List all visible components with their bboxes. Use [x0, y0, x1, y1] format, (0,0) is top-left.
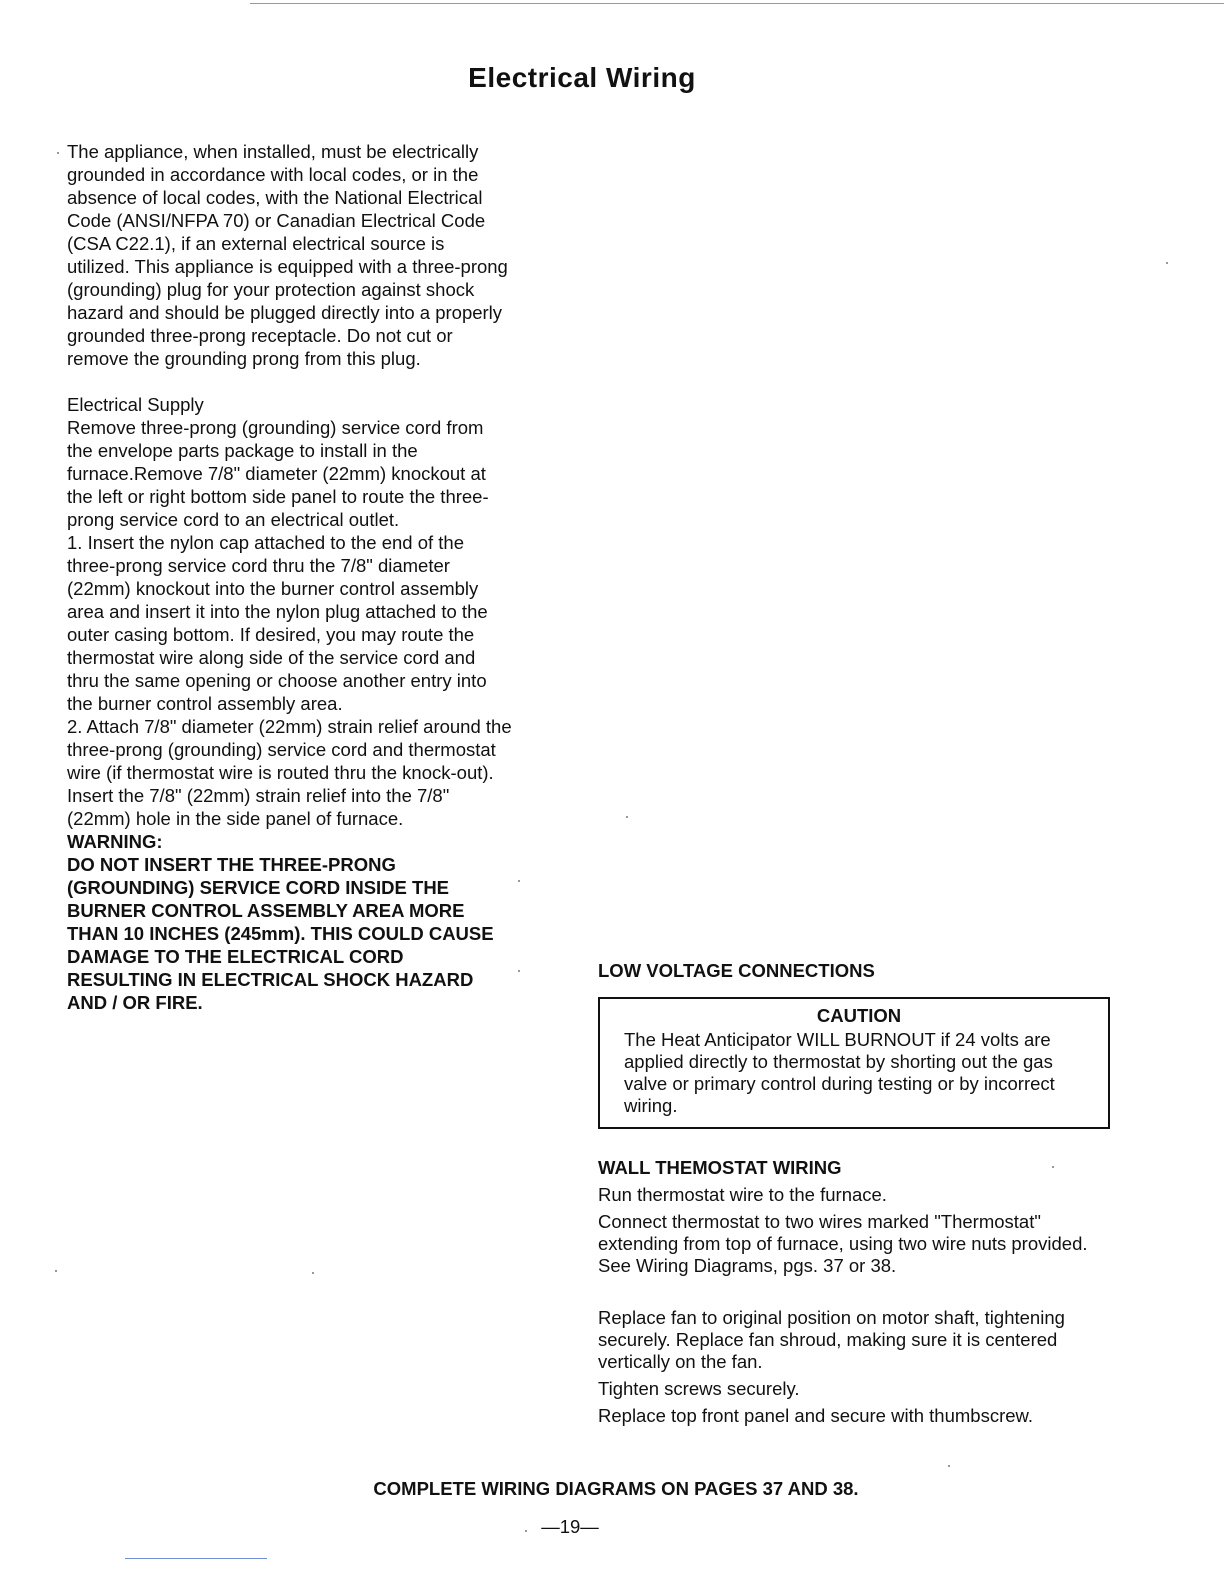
wall-step-run-wire: Run thermostat wire to the furnace. [598, 1184, 887, 1205]
scan-speck [312, 1272, 314, 1274]
scan-speck [626, 816, 628, 818]
wall-step-connect: Connect thermostat to two wires marked "Thermostat" extending from top of furnace, using two wire nuts provided. See Wiring Diagrams, pgs. 37 or 38. [598, 1211, 1088, 1276]
scan-speck [57, 152, 59, 154]
low-voltage-heading: LOW VOLTAGE CONNECTIONS [598, 960, 875, 981]
scan-speck [525, 1530, 527, 1532]
step-1-paragraph: 1. Insert the nylon cap attached to the end of the three-prong service cord thru the 7/8" diameter (22mm) knockout into the burner control assembly area and insert it into the nylon plug attached to the outer casing bottom. If desired, you may route the thermostat wire along side of the service cord and thru the same opening or choose another entry into the burner control assembly area. [67, 532, 488, 714]
step-2-paragraph: 2. Attach 7/8" diameter (22mm) strain relief around the three-prong (grounding) service cord and thermostat wire (if thermostat wire is routed thru the knock-out). Insert the 7/8" (22mm) strain relief into the 7/8" (22mm) hole in the side panel of furnace. [67, 716, 512, 829]
scan-speck [518, 970, 520, 972]
grounding-intro-paragraph: The appliance, when installed, must be electrically grounded in accordance with local codes, or in the absence of local codes, with the National Electrical Code (ANSI/NFPA 70) or Canadian Electrical Code (CSA C22.1), if an external electrical source is utilized. This appliance is equipped with a three-prong (grounding) plug for your protection against shock hazard and should be plugged directly into a properly grounded three-prong receptacle. Do not cut or remove the grounding prong from this plug. [67, 141, 508, 369]
wall-thermostat-heading: WALL THEMOSTAT WIRING [598, 1157, 842, 1178]
caution-box [598, 997, 1110, 1129]
caution-title: CAUTION [816, 1005, 902, 1026]
wall-step-replace-fan: Replace fan to original position on motor shaft, tightening securely. Replace fan shroud, making sure it is centered vertically on the fan. [598, 1307, 1065, 1372]
left-column [67, 140, 512, 1014]
wall-step-replace-panel: Replace top front panel and secure with thumbscrew. [598, 1405, 1033, 1426]
scan-speck [948, 1465, 950, 1467]
page-number: —19— [541, 1516, 599, 1537]
scan-speck [518, 880, 520, 882]
warning-heading: WARNING: [67, 831, 163, 852]
scan-speck [1052, 1166, 1054, 1168]
bottom-scan-rule [125, 1558, 267, 1559]
warning-text: DO NOT INSERT THE THREE-PRONG (GROUNDING) SERVICE CORD INSIDE THE BURNER CONTROL ASSEMBLY AREA MORE THAN 10 INCHES (245mm). THIS COULD CAUSE DAMAGE TO THE ELECTRICAL CORD RESULTING IN ELECTRICAL SHOCK HAZARD AND / OR FIRE. [67, 854, 494, 1013]
scan-speck [55, 1270, 57, 1272]
right-column [598, 960, 1110, 1427]
wiring-diagrams-note: COMPLETE WIRING DIAGRAMS ON PAGES 37 AND 38. [373, 1478, 859, 1499]
top-scan-rule [250, 3, 1224, 4]
wall-step-tighten: Tighten screws securely. [598, 1378, 800, 1399]
electrical-supply-paragraph: Remove three-prong (grounding) service cord from the envelope parts package to install in the furnace.Remove 7/8" diameter (22mm) knockout at the left or right bottom side panel to route the three-prong service cord to an electrical outlet. [67, 417, 489, 530]
scan-speck [1166, 262, 1168, 264]
page-title: Electrical Wiring [468, 62, 696, 93]
caution-text: The Heat Anticipator WILL BURNOUT if 24 volts are applied directly to thermostat by shorting out the gas valve or primary control during testing or by incorrect wiring. [624, 1029, 1055, 1116]
electrical-supply-heading: Electrical Supply [67, 394, 204, 415]
